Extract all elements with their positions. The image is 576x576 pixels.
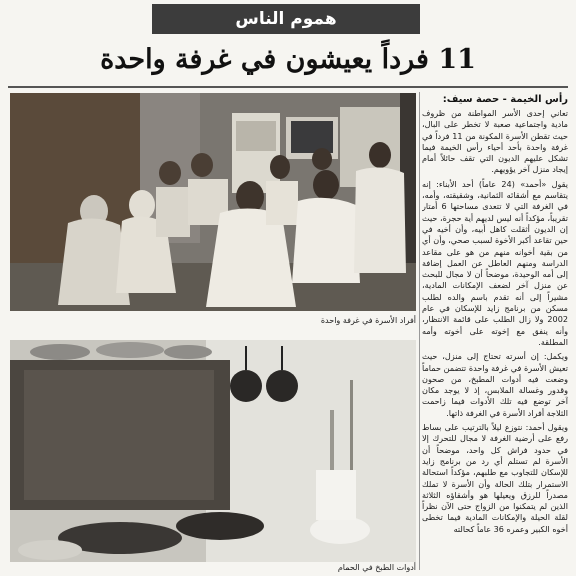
- bathroom-kitchen-photo: [10, 340, 416, 562]
- section-tag: هموم الناس: [152, 4, 420, 34]
- byline: رأس الخيمة - حصة سيف:: [442, 94, 568, 105]
- headline: 11 فرداً يعيشون في غرفة واحدة: [100, 44, 476, 75]
- family-room-photo: [10, 93, 416, 311]
- paragraph: يقول «أحمد» (24 عاماً) أحد الأبناء: إنه يتقاسم مع أشقائه الثمانية، وشقيقته، وأمه، في الغرفة التي لا تتعدى مساحتها 6 أمتار تقريباً، مؤكداً أنه ليس لديهم أية حجرة، حيث إن الديون أثقلت كاهل أبيه، وأن أخيه في حين تقاعد أكبر الأخوة لسبب صحي، وأن أي من بقية أخوانه منهم من هو على مقاعد الدراسة ومنهم العاطل عن العمل إضافة إلى أمه الوحيدة، موضحاً أن لا مجال للبحث عن منزل آخر لضعف الإمكانات المادية، مشيراً إلى أنه تقدم باسم والده لطلب مسكن من برنامج زايد للإسكان في عام 2002 ولا زال الطلب على قائمة الانتظار، وأنه ينفق مع إخوته على أخوته وأمه المطلقة.: [422, 178, 568, 347]
- paragraph: ويقول أحمد: نتوزع ليلاً بالترتيب على بساط رفع على أرضية الغرفة لا مجال للتحرك إلا في حدود فراش كل واحد، موضحاً أن الأسرة لم تستلم أي رد من برنامج زايد للإسكان للتجاوب مع طلبهم، مؤكداً استحالة الاستمرار بتلك الحالة وأن الأسرة لا تملك مصدراً للرزق ويعيلها هو وأشقاؤه الثلاثة الذين لم يتمكنوا من الزواج حتى الآن نظراً لقلة الحيلة والإمكانات المادية فيما تخطى أخوه الكبير وعمره 36 عاماً كحالته: [422, 422, 568, 534]
- divider: [8, 86, 568, 88]
- paragraph: تعاني إحدى الأسر المواطنة من ظروف مادية واجتماعية صعبة لا تخطر على البال، حيث تقطن الأسرة المكونة من 11 فرداً في غرفة واحدة بأحد أحياء رأس الخيمة فيما تشكل عليهم الديون التي تقف حائلاً أمام إيجاد منزل آخر يؤويهم.: [422, 108, 568, 175]
- photo2-caption: أدوات الطبخ في الحمام: [337, 563, 416, 572]
- column-divider: [419, 92, 420, 570]
- paragraph: ويكمل: إن أسرته تحتاج إلى منزل، حيث تعيش الأسرة في غرفة واحدة تتضمن حماماً وضعت فيه أدوات المطبخ، من صحون وقدور وغسالة الملابس، إذ لا يوجد مكان آخر توضع فيه تلك الأدوات فيما زاحمت الثلاجة أفراد الأسرة في الغرفة ذاتها.: [422, 351, 568, 418]
- article-body: [422, 108, 568, 574]
- photo1-caption: أفراد الأسرة في غرفة واحدة: [320, 316, 416, 325]
